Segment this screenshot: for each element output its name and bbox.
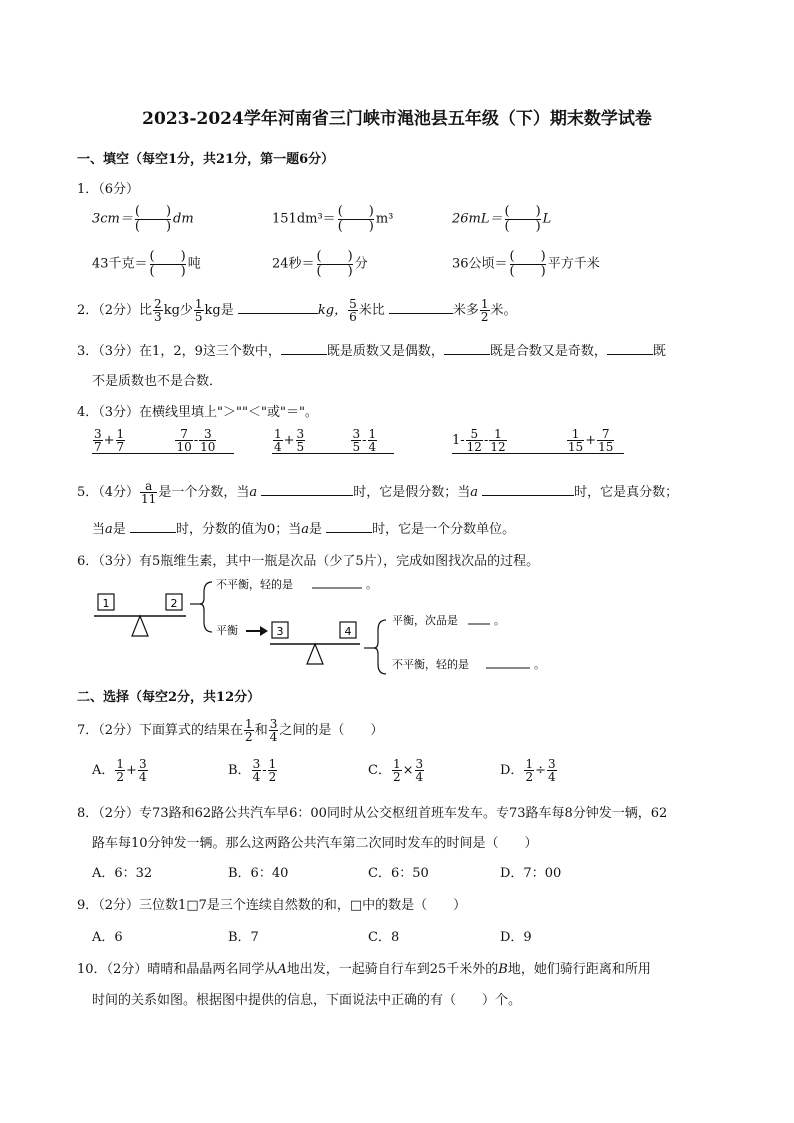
question-8-line2: 路车每10分钟发一辆。那么这两路公共汽车第二次同时发车的时间是（ ） [92, 836, 538, 851]
q9-option-d[interactable]: D．9 [500, 930, 532, 945]
bottle-box-2-label: 2 [170, 597, 178, 610]
page-title: 2023-2024学年河南省三门峡市渑池县五年级（下）期末数学试卷 [142, 109, 652, 129]
q9-option-b[interactable]: B．7 [228, 930, 259, 945]
question-2: 2．（2分）比 $\frac{2}{3}$ kg少 $\frac{1}{5}$ kg是 kg， $\frac{5}{6}$ 米比 米多 $\frac{1}{2}$ 米。 [77, 297, 517, 324]
unbalanced-1-label: 不平衡，轻的是 [216, 578, 293, 591]
question-5-line1: 5．（4分） $\frac{a}{11}$ 是一个分数，当a 时，它是假分数；当a 时，它是真分数； [77, 479, 679, 506]
q9-option-a[interactable]: A．6 [92, 930, 123, 945]
q8-option-c[interactable]: C．6：50 [368, 866, 429, 881]
answer-blank [607, 343, 653, 355]
question-1-head: 1．（6分） [77, 182, 140, 197]
brace-1 [200, 582, 212, 632]
answer-blank [389, 302, 453, 314]
section-heading-choice: 二、选择（每空2分，共12分） [77, 690, 261, 705]
q9-option-c[interactable]: C．8 [368, 930, 400, 945]
q4-compare-1: $\frac{3}{7}$ + $\frac{1}{7}$ $\frac{7}{10}$ - $\frac{3}{10}$ [92, 428, 234, 454]
answer-blank [261, 484, 353, 496]
q1-item-f: 36公顷＝ $\frac{( )}{( )}$ 平方千米 [452, 249, 600, 279]
q7-option-d[interactable]: D． $\frac{1}{2}$ ÷ $\frac{3}{4}$ [500, 757, 556, 784]
q1-item-d: 43千克＝ $\frac{( )}{( )}$ 吨 [92, 249, 201, 279]
q4-compare-2: $\frac{1}{4}$ + $\frac{3}{5}$ $\frac{3}{5}$ - $\frac{1}{4}$ [272, 428, 394, 454]
svg-text:。: 。 [366, 578, 377, 591]
answer-blank [130, 521, 176, 533]
answer-blank [482, 484, 574, 496]
answer-blank [281, 343, 327, 355]
question-7: 7．（2分）下面算式的结果在 $\frac{1}{2}$ 和 $\frac{3}{4}$ 之间的是（ ） [77, 717, 384, 744]
answer-blank [326, 521, 372, 533]
question-3-line1: 3．（3分）在1，2，9这三个数中， 既是质数又是偶数， 既是合数又是奇数， 既 [77, 344, 666, 359]
question-9: 9．（2分）三位数1□7是三个连续自然数的和，□中的数是（ ） [77, 898, 467, 913]
q4-compare-3: 1- $\frac{5}{12}$ - $\frac{1}{12}$ $\frac{1}{15}$ + $\frac{7}{15}$ [452, 428, 624, 454]
q1-item-e: 24秒＝ $\frac{( )}{( )}$ 分 [272, 249, 368, 279]
q1-item-c: 26mL＝ $\frac{( )}{( )}$ L [452, 204, 552, 234]
balanced-label: 平衡 [216, 624, 238, 637]
question-10-line1: 10．（2分）晴晴和晶晶两名同学从A地出发，一起骑自行车到25千米外的B地，她们骑行距离和所用 [77, 962, 651, 977]
answer-blank [238, 302, 318, 314]
bottle-box-1-label: 1 [102, 597, 110, 610]
q8-option-d[interactable]: D．7：00 [500, 866, 562, 881]
q8-option-b[interactable]: B．6：40 [228, 866, 289, 881]
q7-option-a[interactable]: A． $\frac{1}{2}$ + $\frac{3}{4}$ [92, 757, 147, 784]
scale-fulcrum-1 [132, 616, 148, 636]
q7-option-b[interactable]: B． $\frac{3}{4}$ - $\frac{1}{2}$ [228, 757, 277, 784]
question-4-head: 4．（3分）在横线里填上"＞""＜"或"＝"。 [77, 405, 318, 420]
bottle-box-4-label: 4 [344, 625, 352, 638]
unbalanced-2-label: 不平衡，轻的是 [392, 658, 469, 671]
q7-option-c[interactable]: C． $\frac{1}{2}$ × $\frac{3}{4}$ [368, 757, 424, 784]
answer-blank [444, 343, 490, 355]
scale-fulcrum-2 [307, 644, 323, 664]
question-6-head: 6．（3分）有5瓶维生素，其中一瓶是次品（少了5片），完成如图找次品的过程。 [77, 554, 540, 569]
q8-option-a[interactable]: A．6：32 [92, 866, 153, 881]
question-10-line2: 时间的关系如图。根据图中提供的信息，下面说法中正确的有（ ）个。 [92, 993, 522, 1008]
svg-text:。: 。 [534, 658, 545, 671]
question-8-line1: 8．（2分）专73路和62路公共汽车早6：00同时从公交枢纽首班车发车。专73路车每8分钟发一辆，62 [77, 806, 668, 821]
balance-diagram [90, 576, 550, 680]
question-3-line2: 不是质数也不是合数． [92, 374, 223, 389]
section-heading-fill: 一、填空（每空1分，共21分，第一题6分） [77, 152, 335, 167]
svg-text:。: 。 [494, 614, 505, 627]
q1-item-b: 151dm³＝ $\frac{( )}{( )}$ m³ [272, 204, 394, 234]
balanced-2-label: 平衡，次品是 [392, 614, 458, 627]
brace-2 [374, 620, 386, 674]
q1-item-a: 3cm＝ $\frac{( )}{( )}$ dm [92, 204, 194, 234]
question-5-line2: 当a是 时，分数的值为0；当a是 时，它是一个分数单位。 [92, 522, 516, 537]
arrow-icon [246, 626, 268, 636]
bottle-box-3-label: 3 [276, 625, 284, 638]
